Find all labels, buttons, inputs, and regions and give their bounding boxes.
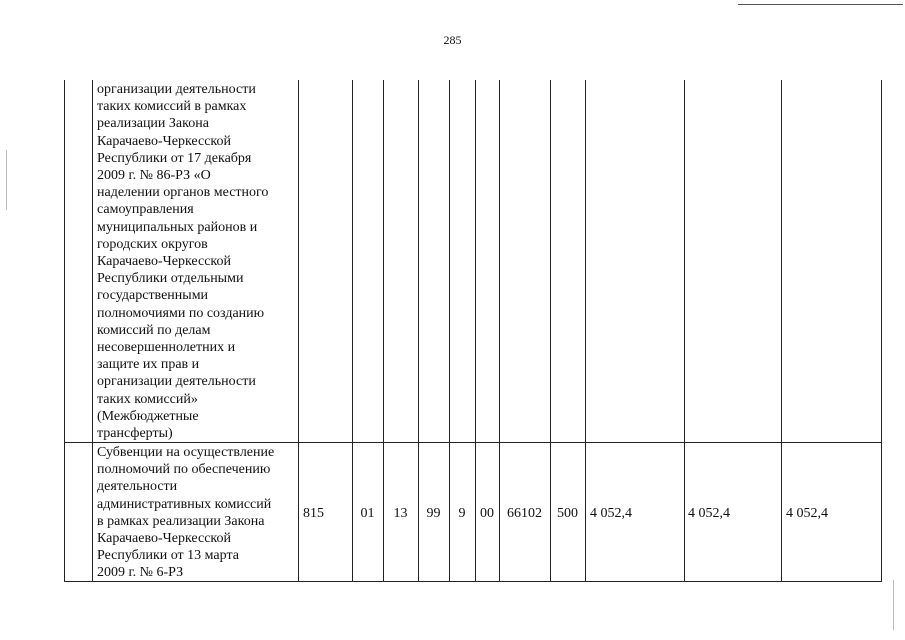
event-code: 00 xyxy=(480,506,494,521)
subprogram-code: 9 xyxy=(458,506,466,521)
scan-artifact xyxy=(6,150,7,210)
amount-year-3: 4 052,4 xyxy=(786,506,828,521)
table-border-right xyxy=(881,80,882,582)
section-code: 01 xyxy=(360,506,375,521)
program-code: 99 xyxy=(426,506,441,521)
column-divider xyxy=(781,80,782,582)
column-divider xyxy=(684,80,685,582)
subsection-code: 13 xyxy=(393,506,408,521)
column-divider xyxy=(92,80,93,582)
page-number: 285 xyxy=(443,33,462,47)
expense-type-code: 500 xyxy=(557,506,578,521)
table-border-left xyxy=(64,80,65,582)
continued-row-description: организации деятельности таких комиссий в рамках реализации Закона Карачаево-Черкесской Республики от 17 декабря 2009 г. № 86-РЗ «О наделении органов местного самоуправления муниципальных районов и городских округов Карачаево-Черкесской Республики отдельными государственными полномочиями по созданию комиссий по делам несовершеннолетних и защите их прав и организации деятельности таких комиссий» (Межбюджетные трансферты) xyxy=(97,82,269,442)
column-divider xyxy=(585,80,586,582)
scan-artifact xyxy=(893,580,894,630)
row-description: Субвенции на осуществление полномочий по обеспечению деятельности административных комиссий в рамках реализации Закона Карачаево-Черкесской Республики от 13 марта 2009 г. № 6-РЗ xyxy=(97,445,275,581)
amount-year-2: 4 052,4 xyxy=(688,506,730,521)
direction-code: 66102 xyxy=(507,506,542,521)
column-divider xyxy=(298,80,299,582)
header-rule xyxy=(738,4,903,5)
ministry-code: 815 xyxy=(303,506,324,521)
amount-year-1: 4 052,4 xyxy=(590,506,632,521)
